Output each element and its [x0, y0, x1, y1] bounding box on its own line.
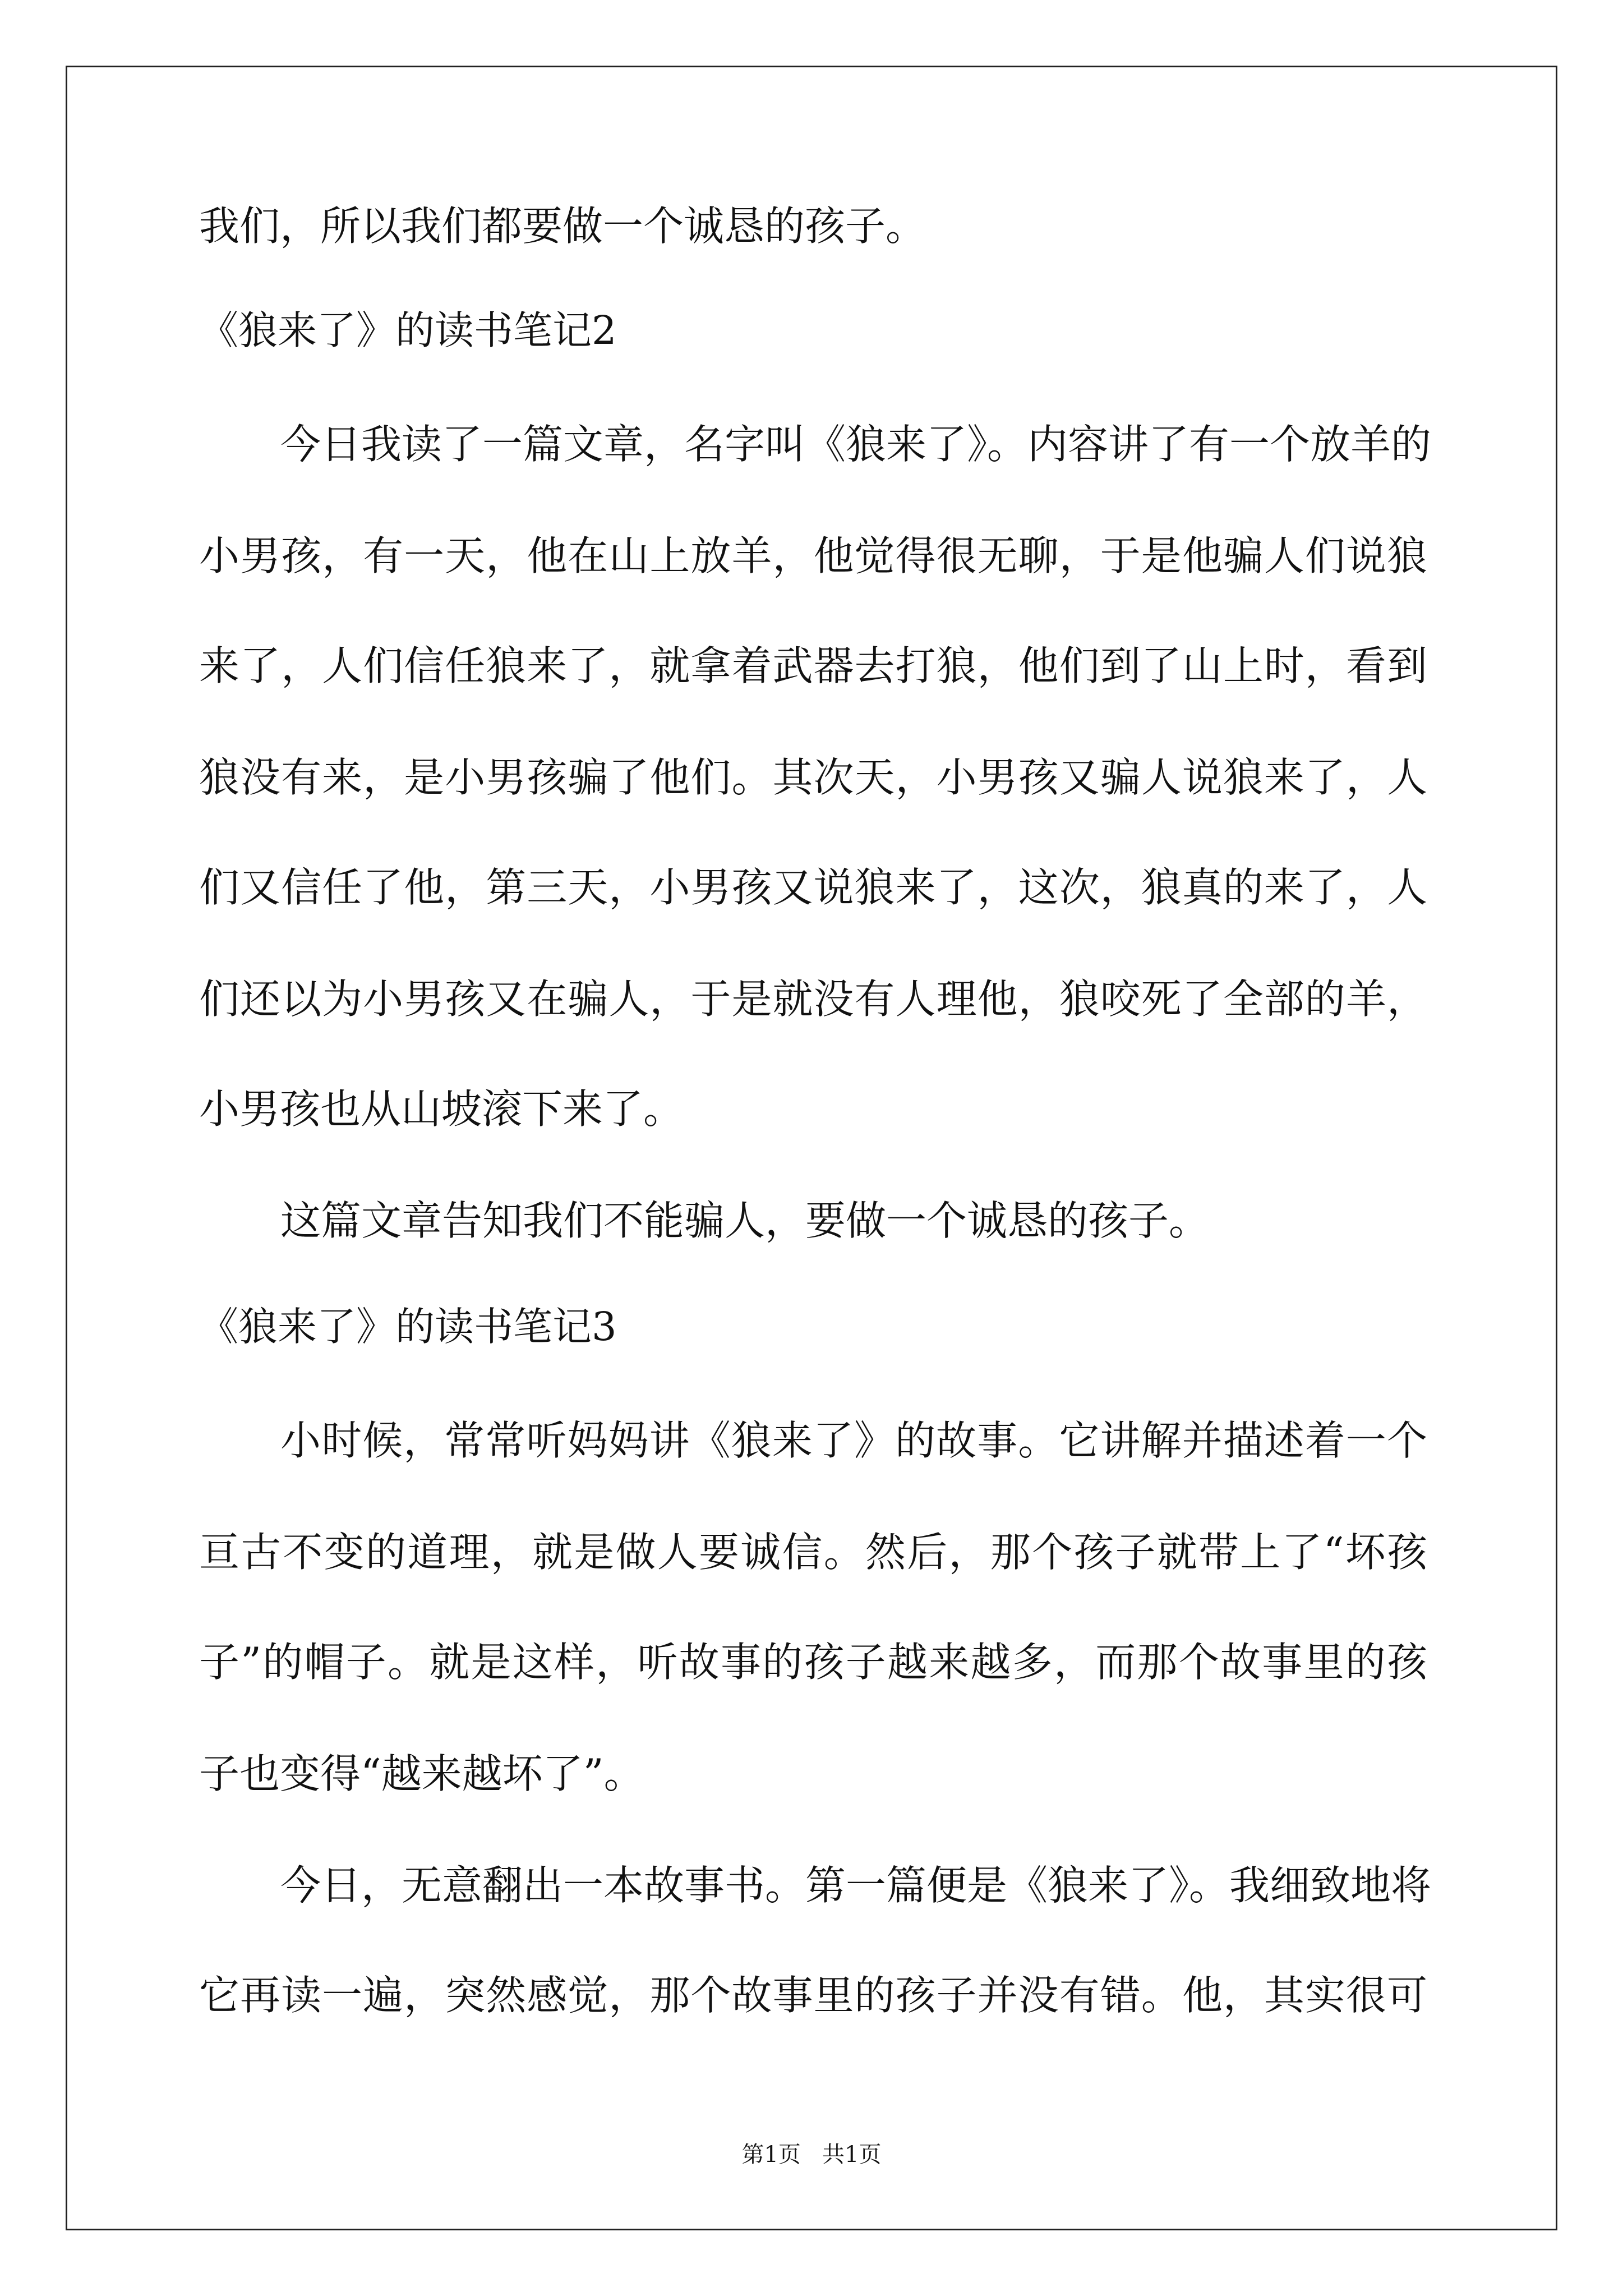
text-line: 它再读一遍，突然感觉，那个故事里的孩子并没有错。他，其实很可 [199, 1972, 1427, 2019]
text-line: 我们，所以我们都要做一个诚恳的孩子。 [199, 203, 926, 250]
text-line: 子也变得“越来越坏了”。 [199, 1750, 644, 1797]
text-line: 今日我读了一篇文章，名字叫《狼来了》。内容讲了有一个放羊的 [280, 421, 1432, 468]
text-line: 亘古不变的道理，就是做人要诚信。然后，那个孩子就带上了“坏孩 [199, 1529, 1427, 1576]
text-line: 这篇文章告知我们不能骗人，要做一个诚恳的孩子。 [280, 1197, 1210, 1244]
text-line: 们又信任了他，第三天，小男孩又说狼来了，这次，狼真的来了，人 [199, 864, 1427, 911]
text-line: 们还以为小男孩又在骗人，于是就没有人理他，狼咬死了全部的羊， [199, 976, 1427, 1023]
page-number-footer: 第1页 共1页 [741, 2142, 882, 2168]
text-line: 小男孩也从山坡滚下来了。 [199, 1085, 684, 1133]
text-line: 小时候，常常听妈妈讲《狼来了》的故事。它讲解并描述着一个 [280, 1417, 1427, 1464]
text-line: 小男孩，有一天，他在山上放羊，他觉得很无聊，于是他骗人们说狼 [199, 532, 1427, 579]
text-line: 狼没有来，是小男孩骗了他们。其次天，小男孩又骗人说狼来了，人 [199, 754, 1427, 801]
section-heading: 《狼来了》的读书笔记2 [199, 307, 617, 353]
section-heading: 《狼来了》的读书笔记3 [199, 1304, 617, 1350]
text-line: 来了，人们信任狼来了，就拿着武器去打狼，他们到了山上时，看到 [199, 642, 1427, 689]
text-line: 今日，无意翻出一本故事书。第一篇便是《狼来了》。我细致地将 [280, 1862, 1432, 1909]
text-line: 子”的帽子。就是这样，听故事的孩子越来越多，而那个故事里的孩 [199, 1639, 1427, 1686]
